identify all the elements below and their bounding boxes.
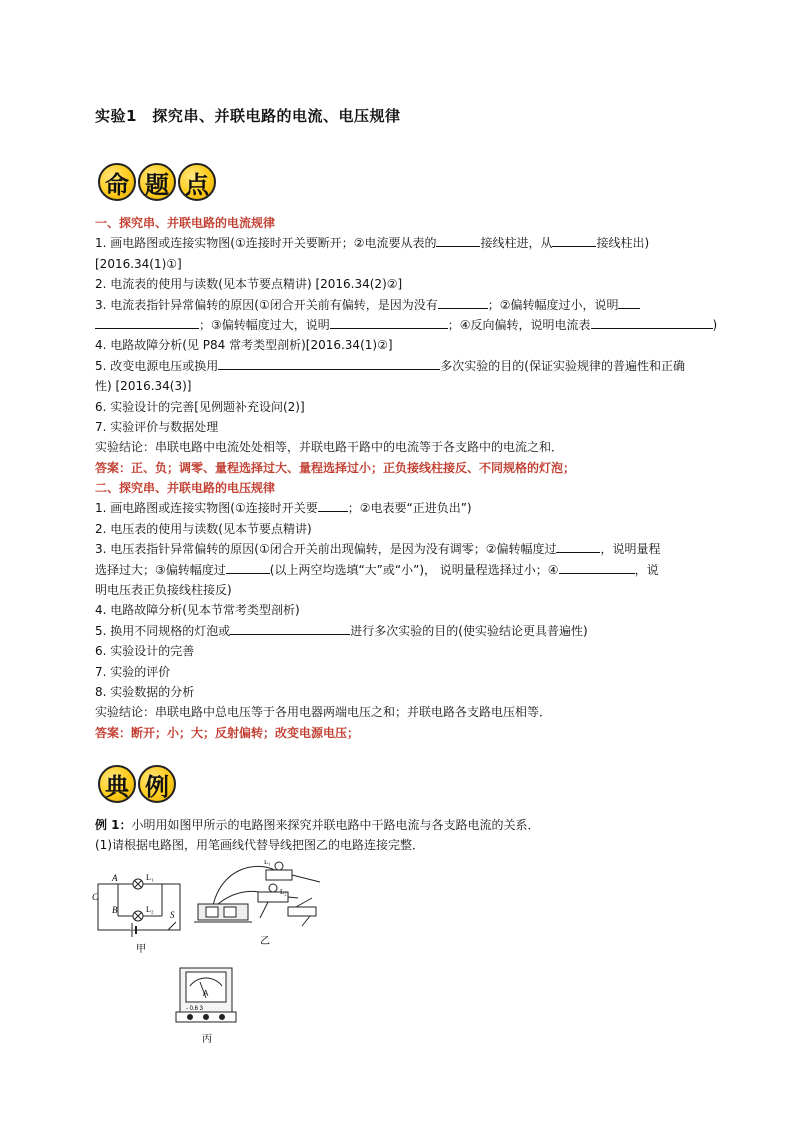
example-section (95, 815, 763, 856)
label-c: C (92, 892, 99, 902)
item-8: 8. 实验数据的分析 (95, 685, 195, 700)
section-heading: 二、探究串、并联电路的电压规律 (95, 481, 276, 495)
label-l2: L₂ (146, 905, 154, 914)
badge-mingtidian (98, 163, 216, 201)
item-7: 7. 实验的评价 (95, 664, 171, 679)
section-voltage (95, 478, 763, 743)
item-3-cont: 选择过大；③偏转幅度过 (以上两空均选填“大”或“小”)， 说明量程选择过小；④ ，说 (95, 562, 659, 577)
caption-jia: 甲 (136, 944, 146, 955)
item-7: 7. 实验评价与数据处理 (95, 420, 219, 435)
item-6: 6. 实验设计的完善 (95, 644, 195, 659)
badge-dianli (98, 765, 176, 803)
meter-terminals: - 0.6 3 (186, 1006, 204, 1012)
figure-jia-circuit (98, 879, 180, 937)
meter-symbol: A (203, 989, 209, 998)
item-1: 1. 画电路图或连接实物图(①连接时开关要断开；②电流要从表的 接线柱进，从 接线柱出) (95, 236, 650, 251)
badge-char: 例 (138, 765, 176, 803)
section-heading: 一、探究串、并联电路的电流规律 (95, 216, 276, 230)
item-3-cont: ；③偏转幅度过大，说明 ；④反向偏转，说明电流表 ) (95, 315, 763, 335)
item-2: 2. 电流表的使用与读数(见本节要点精讲) [2016.34(2)②] (95, 277, 403, 292)
item-3: 3. 电流表指针异常偏转的原因(①闭合开关前有偏转，是因为没有 ；②偏转幅度过小，说明 (95, 295, 763, 315)
yi-label-l2: L₂ (280, 888, 287, 896)
item-5: 5. 改变电源电压或换用 多次实验的目的(保证实验规律的普遍性和正确 (95, 358, 685, 373)
label-b: B (112, 905, 118, 915)
caption-yi: 乙 (260, 936, 270, 947)
section-current (95, 213, 763, 478)
item-4: 4. 电路故障分析(见 P84 常考类型剖析)[2016.34(1)②] (95, 338, 393, 353)
conclusion: 实验结论：串联电路中总电压等于各用电器两端电压之和；并联电路各支路电压相等． (95, 705, 552, 720)
label-s: S (170, 910, 175, 920)
caption-bing: 丙 (202, 1034, 212, 1045)
experiment-title: 实验1 探究串、并联电路的电流、电压规律 (95, 107, 401, 125)
figure-yi-apparatus (194, 862, 320, 926)
yi-label-l1: L₁ (264, 860, 271, 866)
label-a: A (112, 873, 118, 883)
badge-char: 题 (138, 163, 176, 201)
item-1: 1. 画电路图或连接实物图(①连接时开关要 ；②电表要“正进负出”) (95, 501, 472, 516)
example-subquestion: (1)请根据电路图，用笔画线代替导线把图乙的电路连接完整． (95, 838, 425, 853)
item-6: 6. 实验设计的完善[见例题补充设问(2)] (95, 399, 305, 414)
item-3-end: 明电压表正负接线柱接反) (95, 583, 232, 598)
item-4: 4. 电路故障分析(见本节常考类型剖析) (95, 603, 300, 618)
item-5-cont: 性) [2016.34(3)] (95, 379, 192, 394)
badge-char: 点 (178, 163, 216, 201)
label-l1: L₁ (146, 873, 154, 882)
item-1-ref: [2016.34(1)①] (95, 256, 182, 271)
item-5: 5. 换用不同规格的灯泡或 进行多次实验的目的(使实验结论更具普遍性) (95, 623, 588, 638)
badge-char: 典 (98, 765, 136, 803)
answer: 答案：断开；小；大；反射偏转；改变电源电压； (95, 725, 360, 740)
conclusion: 实验结论：串联电路中电流处处相等，并联电路干路中的电流等于各支路中的电流之和． (95, 440, 564, 455)
circuit-figures (90, 860, 510, 1060)
example-question: 例 1：小明用如图甲所示的电路图来探究并联电路中干路电流与各支路电流的关系． (95, 818, 540, 832)
answer: 答案：正、负；调零、量程选择过大、量程选择过小；正负接线柱接反、不同规格的灯泡； (95, 460, 576, 475)
item-3: 3. 电压表指针异常偏转的原因(①闭合开关前出现偏转，是因为没有调零；②偏转幅度过 ，说明量程 (95, 542, 661, 557)
badge-char: 命 (98, 163, 136, 201)
item-2: 2. 电压表的使用与读数(见本节要点精讲) (95, 521, 312, 536)
